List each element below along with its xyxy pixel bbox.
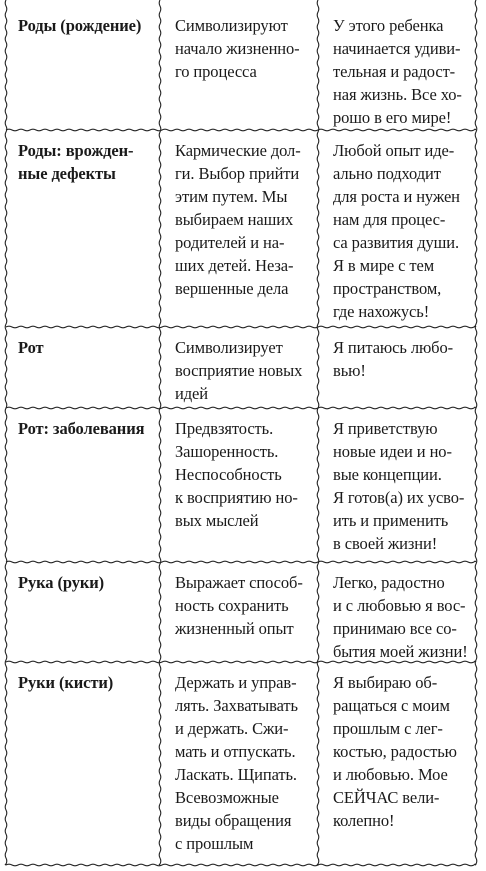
meaning-text-line: Символизируют xyxy=(175,16,288,35)
affirmation-text-line: тельная и радост- xyxy=(333,62,456,81)
cell-meaning xyxy=(175,571,310,640)
meaning-text-line: ших детей. Неза- xyxy=(175,256,294,275)
affirmation-text-line: са развития души. xyxy=(333,233,460,252)
affirmation-text-line: Любой опыт иде- xyxy=(333,141,455,160)
term-text-line: Руки (кисти) xyxy=(18,673,114,692)
meaning-text-line: Ласкать. Щипать. xyxy=(175,765,297,784)
affirmation-text-line: где нахожусь! xyxy=(333,302,430,321)
meaning-text-line: ги. Выбор прийти xyxy=(175,164,300,183)
term-text-line: Роды (рождение) xyxy=(18,16,142,35)
affirmation-text-line: Я готов(а) их усво- xyxy=(333,488,465,507)
cell-affirmation xyxy=(333,671,468,832)
cell-affirmation xyxy=(333,336,468,382)
term-text-line: Рука (руки) xyxy=(18,573,105,592)
meaning-text-line: вершенные дела xyxy=(175,279,289,298)
affirmation-text-line: бытия моей жизни! xyxy=(333,642,468,661)
affirmation-text-line: принимаю все со- xyxy=(333,619,457,638)
affirmation-text-line: Я в мире с тем xyxy=(333,256,435,275)
meaning-text-line: Символизирует xyxy=(175,338,283,357)
meaning-text-line: ность сохранить xyxy=(175,596,289,615)
column-divider xyxy=(159,0,161,865)
cell-meaning xyxy=(175,14,310,83)
cell-term xyxy=(18,571,158,594)
affirmation-text-line: вые концепции. xyxy=(333,465,442,484)
cell-meaning xyxy=(175,417,310,532)
meaning-text-line: Выражает способ- xyxy=(175,573,303,592)
term-text-line: Роды: врожден- xyxy=(18,141,134,160)
meaning-text-line: восприятие новых xyxy=(175,361,303,380)
affirmation-text-line: У этого ребенка xyxy=(333,16,444,35)
meaning-text-line: этим путем. Мы xyxy=(175,187,288,206)
cell-term xyxy=(18,417,158,440)
cell-affirmation xyxy=(333,139,468,323)
affirmation-text-line: нам для процес- xyxy=(333,210,446,229)
affirmation-text-line: СЕЙЧАС вели- xyxy=(333,788,440,807)
affirmation-text-line: для роста и нужен xyxy=(333,187,460,206)
affirmation-text-line: Я приветствую xyxy=(333,419,438,438)
cell-term xyxy=(18,139,158,185)
affirmation-text-line: прошлым с лег- xyxy=(333,719,443,738)
meaning-text-line: начало жизненно- xyxy=(175,39,300,58)
row-divider xyxy=(6,129,476,131)
meaning-text-line: Неспособность xyxy=(175,465,282,484)
meaning-text-line: выбираем наших xyxy=(175,210,294,229)
affirmation-text-line: ить и применить xyxy=(333,511,449,530)
cell-meaning xyxy=(175,139,310,300)
row-divider xyxy=(6,864,476,866)
affirmation-text-line: Я питаюсь любо- xyxy=(333,338,454,357)
affirmation-text-line: Я выбираю об- xyxy=(333,673,438,692)
affirmation-text-line: колепно! xyxy=(333,811,395,830)
affirmation-text-line: вью! xyxy=(333,361,366,380)
meaning-text-line: родителей и на- xyxy=(175,233,285,252)
affirmation-text-line: ращаться с моим xyxy=(333,696,450,715)
cell-meaning xyxy=(175,336,310,405)
affirmation-text-line: костью, радостью xyxy=(333,742,457,761)
cell-term xyxy=(18,671,158,694)
affirmation-text-line: и любовью. Мое xyxy=(333,765,448,784)
row-divider xyxy=(6,326,476,328)
affirmation-text-line: пространством, xyxy=(333,279,442,298)
meaning-text-line: идей xyxy=(175,384,208,403)
row-divider xyxy=(6,407,476,409)
cell-affirmation xyxy=(333,571,468,663)
meaning-text-line: и держать. Сжи- xyxy=(175,719,289,738)
meaning-text-line: виды обращения xyxy=(175,811,292,830)
meaning-text-line: го процесса xyxy=(175,62,257,81)
meaning-text-line: Кармические дол- xyxy=(175,141,301,160)
affirmation-text-line: Легко, радостно xyxy=(333,573,445,592)
cell-affirmation xyxy=(333,14,468,129)
affirmation-text-line: новые идеи и но- xyxy=(333,442,452,461)
term-text-line: ные дефекты xyxy=(18,164,116,183)
meaning-text-line: Предвзятость. xyxy=(175,419,274,438)
cell-term xyxy=(18,14,158,37)
meaning-text-line: вых мыслей xyxy=(175,511,259,530)
meaning-text-line: Держать и управ- xyxy=(175,673,297,692)
cell-affirmation xyxy=(333,417,468,555)
affirmation-text-line: и с любовью я вос- xyxy=(333,596,466,615)
term-text-line: Рот xyxy=(18,338,44,357)
meaning-text-line: жизненный опыт xyxy=(175,619,294,638)
affirmation-text-line: в своей жизни! xyxy=(333,534,438,553)
meaning-text-line: мать и отпускать. xyxy=(175,742,296,761)
affirmation-text-line: рошо в его мире! xyxy=(333,108,452,127)
affirmation-text-line: ная жизнь. Все хо- xyxy=(333,85,462,104)
row-divider xyxy=(6,561,476,563)
meaning-text-line: лять. Захватывать xyxy=(175,696,298,715)
affirmation-text-line: ально подходит xyxy=(333,164,441,183)
meaning-text-line: Зашоренность. xyxy=(175,442,279,461)
meaning-text-line: к восприятию но- xyxy=(175,488,298,507)
meaning-text-line: с прошлым xyxy=(175,834,254,853)
affirmation-text-line: начинается удиви- xyxy=(333,39,461,58)
meaning-text-line: Всевозможные xyxy=(175,788,279,807)
term-text-line: Рот: заболевания xyxy=(18,419,145,438)
cell-term xyxy=(18,336,158,359)
cell-meaning xyxy=(175,671,310,855)
